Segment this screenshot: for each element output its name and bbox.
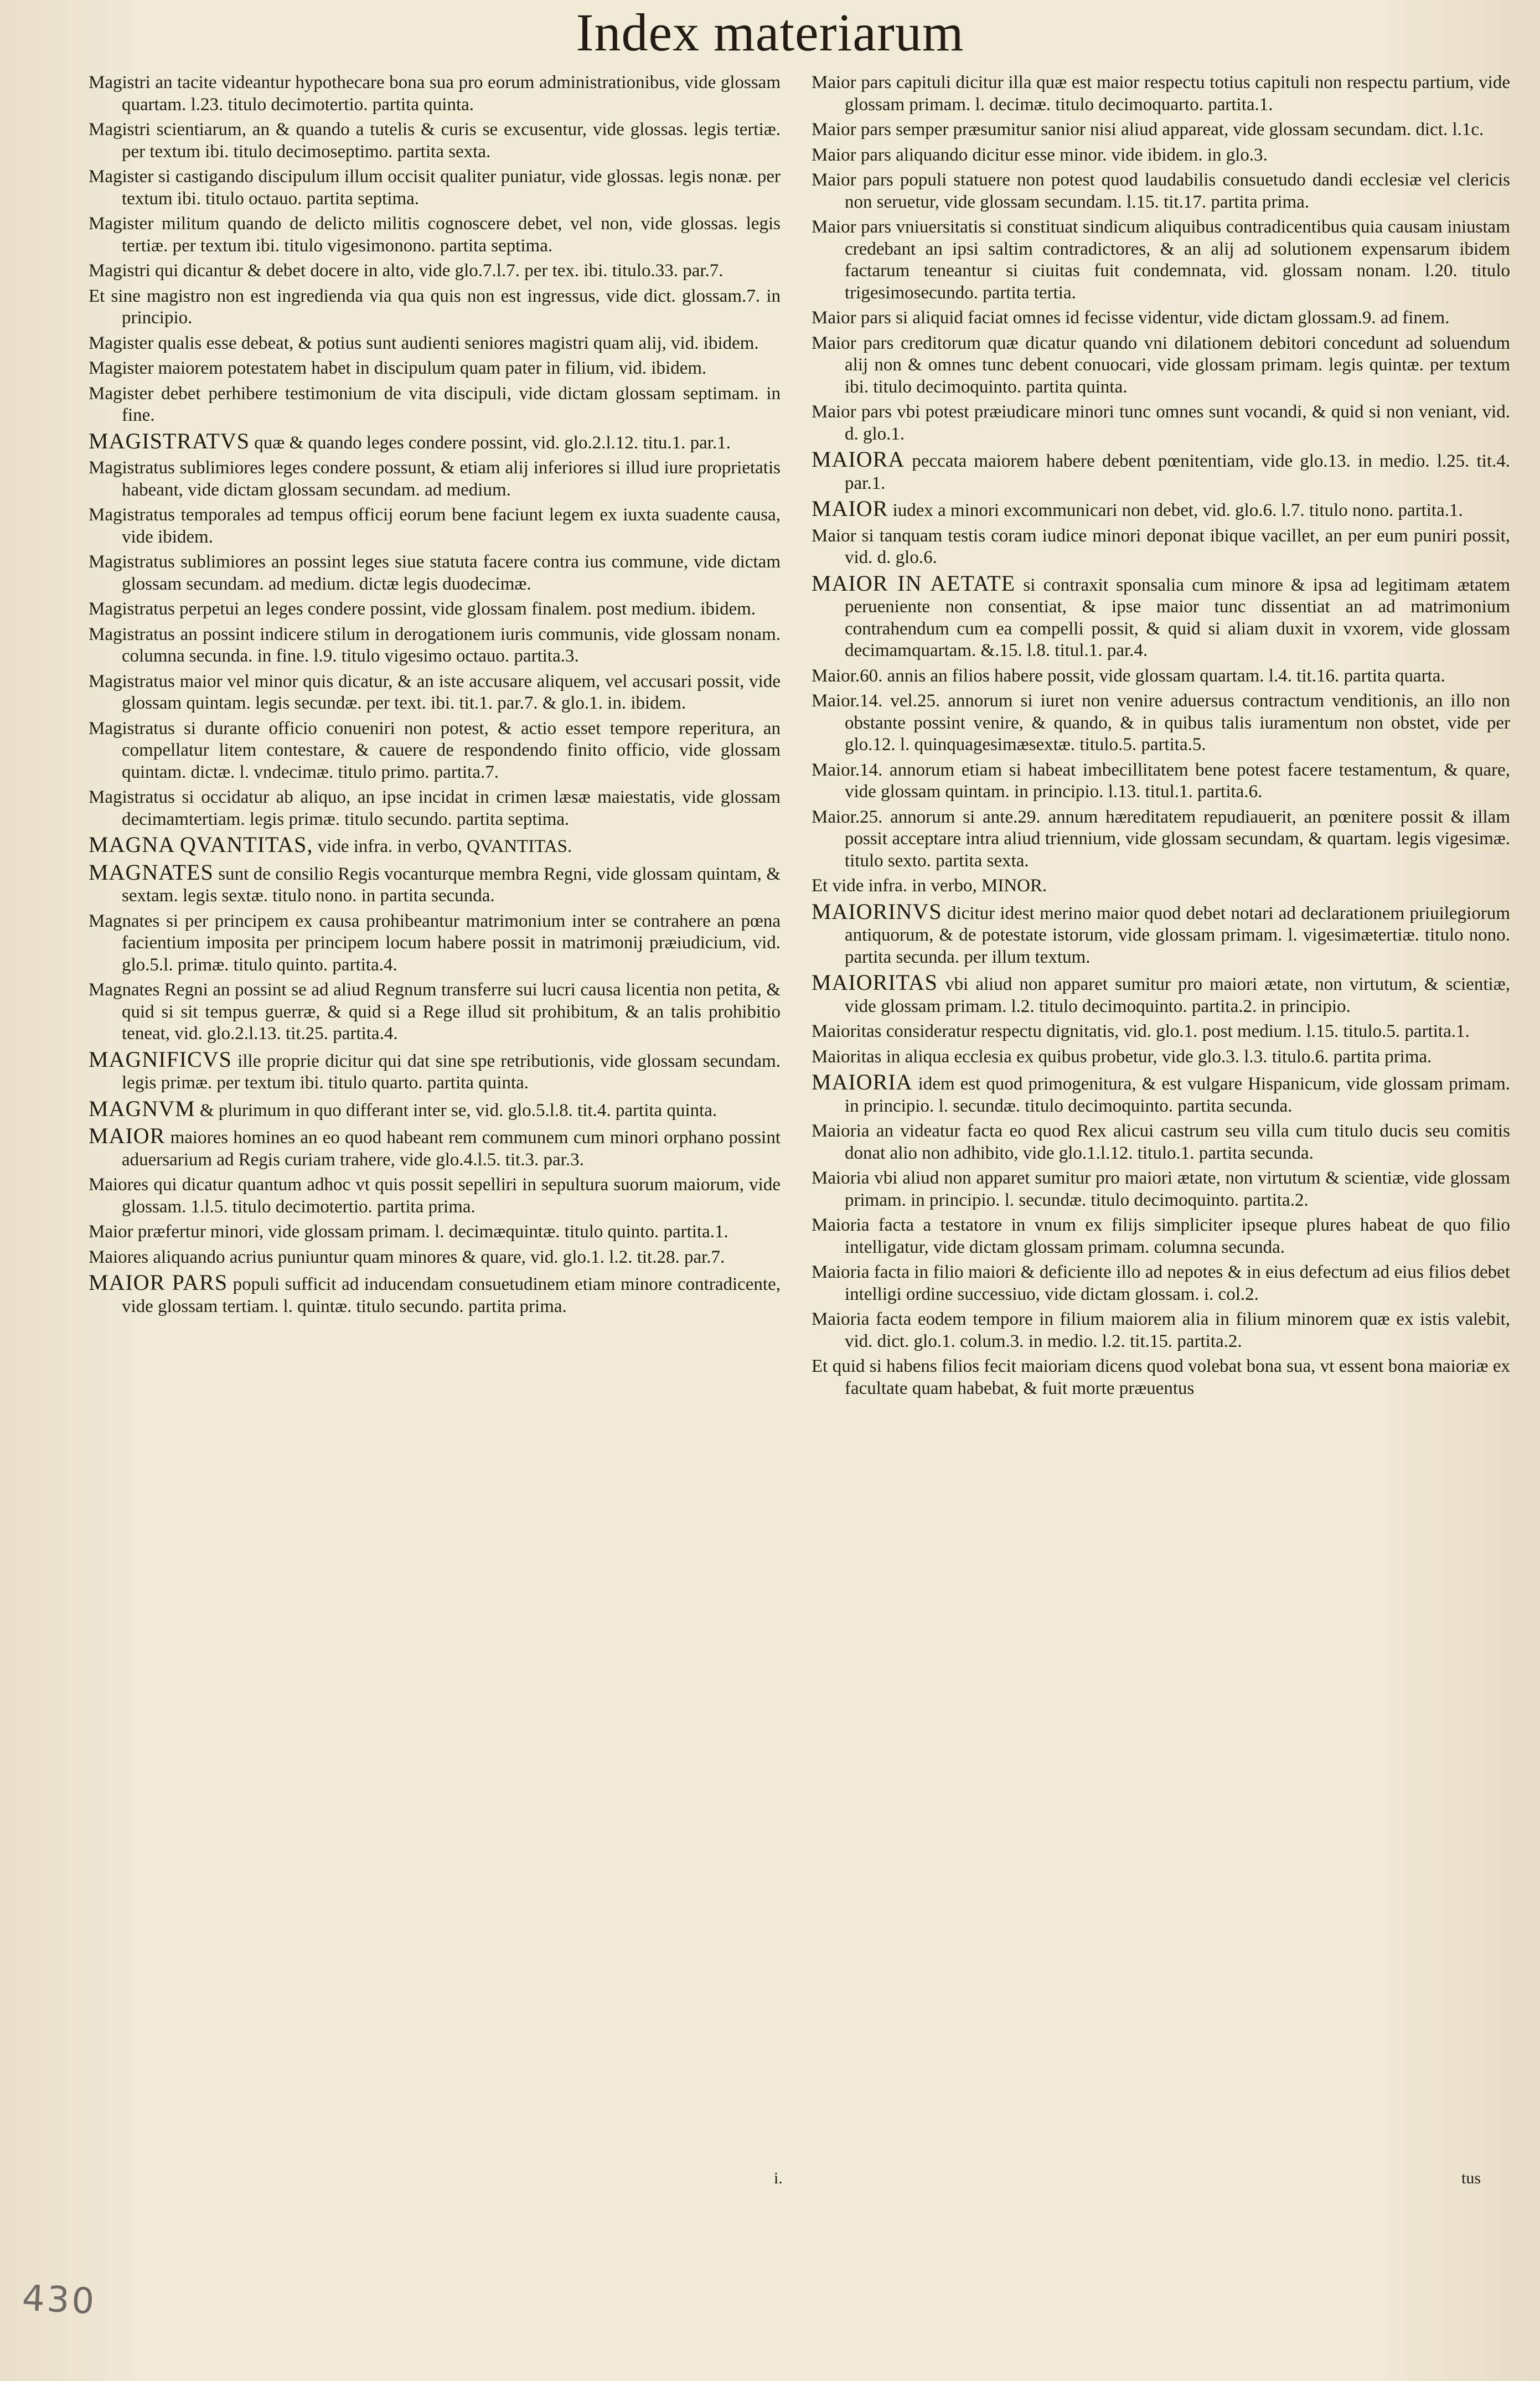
entry-text: Et quid si habens filios fecit maioriam dicens quod volebat bona sua, vt essent bona maioriæ ex facultate quam habebat, & fuit morte præuentus	[812, 1356, 1510, 1398]
index-entry	[812, 401, 1510, 445]
index-entry	[812, 144, 1510, 167]
index-entry	[89, 1221, 781, 1243]
index-entry	[89, 383, 781, 427]
entry-text: Maior.14. vel.25. annorum si iuret non venire aduersus contractum venditionis, an illo non obstante possint venire, & quando, & in quibus talis iuramentum non obstet, vide per glo.12. l. quinquagesimæsextæ. titulo.5. partita.5.	[812, 691, 1510, 755]
entry-text: Magistratus an possint indicere stilum in derogationem iuris communis, vide glossam nonam. columna secunda. in fine. l.9. titulo vigesimo octauo. partita.3.	[89, 624, 781, 666]
index-entry	[89, 72, 781, 116]
right-column	[812, 72, 1510, 1403]
index-entry	[89, 1046, 781, 1094]
entry-text: Maioria an videatur facta eo quod Rex alicui castrum seu villa cum titulo ducis seu comitis donat alio non adhibito, vide glo.1.l.12. titulo.1. partita secunda.	[812, 1121, 1510, 1163]
index-entry	[89, 430, 781, 454]
entry-text: Magnates si per principem ex causa prohibeantur matrimonium inter se contrahere an pœna facientium imposita per principem locum habere possit in matrimonij præiudicium, vid. glo.5.l. primæ. titulo quinto. partita.4.	[89, 911, 781, 975]
index-entry	[89, 166, 781, 210]
index-entry	[812, 1309, 1510, 1352]
entry-text: Maioria vbi aliud non apparet sumitur pro maiori ætate, non virtutum & scientiæ, vide glossam primam. in principio. l. secundæ. titulo decimoquinto. partita.2.	[812, 1168, 1510, 1210]
entry-text: Maior pars vniuersitatis si constituat sindicum aliquibus contradicentibus quia causam iniustam credebant an ipsi saltim contradictores, & an alij ad solutionem expensarum ibidem factarum teneantur si ciuitas fuit condemnata, vid. glossam nonam. l.20. titulo trigesimosecundo. partita tertia.	[812, 217, 1510, 303]
entry-text: Maior pars populi statuere non potest quod laudabilis consuetudo dandi ecclesiæ vel clericis non seruetur, vide glossam secundam. l.15. tit.17. partita prima.	[812, 170, 1510, 212]
index-entry	[812, 1021, 1510, 1043]
index-entry	[812, 875, 1510, 897]
entry-text: Et vide infra. in verbo, MINOR.	[812, 876, 1047, 896]
index-entry	[812, 898, 1510, 969]
entry-text: Maior pars capituli dicitur illa quæ est maior respectu totius capituli non respectu partium, vide glossam primam. l. decimæ. titulo decimoquarto. partita.1.	[812, 73, 1510, 115]
index-entry	[89, 624, 781, 668]
entry-text: vbi aliud non apparet sumitur pro maiori ætate, non virtutum, & scientiæ, vide glossam primam. l.2. titulo decimoquinto. partita.2. in principio.	[845, 974, 1510, 1016]
entry-text: Maior si tanquam testis coram iudice minori deponat ibique vacillet, an per eum puniri possit, vid. d. glo.6.	[812, 525, 1510, 567]
entry-text: Maior pars si aliquid faciat omnes id fecisse videntur, vide dictam glossam.9. ad finem.	[812, 308, 1450, 328]
entry-headword: MAGNATES	[89, 859, 214, 885]
index-entry	[812, 807, 1510, 872]
entry-text: Magister militum quando de delicto militis cognoscere debet, vel non, vide glossas. legis tertiæ. per textum ibi. titulo vigesimonono. partita septima.	[89, 214, 781, 256]
index-entry	[812, 1262, 1510, 1305]
entry-text: iudex a minori excommunicari non debet, vid. glo.6. l.7. titulo nono. partita.1.	[892, 500, 1463, 520]
entry-text: idem est quod primogenitura, & est vulgare Hispanicum, vide glossam primam. in principio. l. secundæ. titulo decimoquinto. partita secunda.	[845, 1074, 1511, 1116]
entry-text: Magister debet perhibere testimonium de vita discipuli, vide dictam glossam septimam. in fine.	[89, 383, 781, 425]
index-entry	[812, 1071, 1510, 1117]
entry-headword: MAIORITAS	[812, 970, 938, 995]
entry-text: Magistratus si durante officio conueniri non potest, & actio esset tempore reperitura, an compellatur litem contestare, & cauere de respondendo finito officio, vide glossam quintam. dictæ. l. vndecimæ. titulo primo. partita.7.	[89, 718, 781, 782]
index-entry	[89, 358, 781, 380]
entry-text: Maior præfertur minori, vide glossam primam. l. decimæquintæ. titulo quinto. partita.1.	[89, 1222, 728, 1242]
entry-text: Maioria facta in filio maiori & deficiente illo ad nepotes & in eius defectum ad eius filios debet intelligi ordine successiuo, vide dictam glossam. i. col.2.	[812, 1262, 1510, 1304]
index-entry	[812, 498, 1510, 522]
signature-mark: i.	[774, 2169, 783, 2187]
entry-headword: MAIORA	[812, 447, 905, 472]
index-entry	[89, 551, 781, 595]
entry-text: populi sufficit ad inducendam consuetudinem etiam minore contradicente, vide glossam tertiam. l. quintæ. titulo secundo. partita prima.	[122, 1274, 781, 1316]
entry-text: Maiores aliquando acrius puniuntur quam minores & quare, vid. glo.1. l.2. tit.28. par.7.	[89, 1247, 725, 1267]
entry-text: Maior pars vbi potest præiudicare minori tunc omnes sunt vocandi, & quid si non veniant, vid. d. glo.1.	[812, 402, 1510, 444]
entry-text: Maioritas in aliqua ecclesia ex quibus probetur, vide glo.3. l.3. titulo.6. partita prima.	[812, 1046, 1432, 1067]
index-entry	[812, 72, 1510, 116]
entry-text: Maiores qui dicatur quantum adhoc vt quis possit sepelliri in sepultura suorum maiorum, vide glossam. 1.l.5. titulo decimotertio. partita prima.	[89, 1175, 781, 1217]
index-entry	[89, 213, 781, 257]
entry-text: dicitur idest merino maior quod debet notari ad declarationem priuilegiorum antiquorum, & de potestate istorum, vide glossam primam. l. vigesimætertiæ. titulo nono. partita secunda. per illum textum.	[845, 903, 1510, 967]
entry-text: Maior.14. annorum etiam si habeat imbecillitatem bene potest facere testamentum, & quare, vide glossam quintam. in principio. l.13. titul.1. partita.6.	[812, 760, 1510, 802]
index-entry	[89, 787, 781, 830]
pencil-page-number: 430	[21, 2277, 98, 2323]
index-entry	[89, 979, 781, 1045]
index-entry	[812, 448, 1510, 494]
entry-text: sunt de consilio Regis vocanturque membra Regni, vide glossam quintam, & sextam. legis sextæ. titulo nono. in partita secunda.	[122, 864, 781, 906]
entry-headword: MAGNIFICVS	[89, 1046, 232, 1072]
index-entry	[812, 307, 1510, 329]
entry-headword: MAGISTRATVS	[89, 428, 250, 453]
entry-text: Magnates Regni an possint se ad aliud Regnum transferre sui lucri causa licentia non petita, & quid si sit tempus guerræ, & quid si a Rege illud sit prohibitum, & an talis prohibitio teneat, vid. glo.2.l.13. tit.25. partita.4.	[89, 980, 781, 1044]
index-entry	[812, 169, 1510, 213]
entry-headword: MAIORIA	[812, 1070, 913, 1094]
entry-text: Magister si castigando discipulum illum occisit qualiter puniatur, vide glossas. legis nonæ. per textum ibi. titulo octauo. partita septima.	[89, 167, 781, 209]
index-entry	[89, 333, 781, 355]
entry-text: Magistratus sublimiores leges condere possunt, & etiam alij inferiores si illud iure proprietatis habeant, vide dictam glossam secundam. ad medium.	[89, 458, 781, 500]
entry-text: Magistri scientiarum, an & quando a tutelis & curis se excusentur, vide glossas. legis tertiæ. per textum ibi. titulo decimoseptimo. partita sexta.	[89, 120, 781, 162]
index-entry	[812, 690, 1510, 756]
index-entry	[89, 286, 781, 329]
entry-text: peccata maiorem habere debent pœnitentiam, vide glo.13. in medio. l.25. tit.4. par.1.	[845, 451, 1511, 493]
entry-text: Maior.25. annorum si ante.29. annum hæreditatem repudiauerit, an pœnitere possit & illam possit acceptare intra aliud triennium, vide glossam secundam, & quartam. legis vigesimæ. titulo sexto. partita sexta.	[812, 807, 1510, 871]
index-entry	[812, 1356, 1510, 1399]
index-entry	[89, 671, 781, 715]
entry-text: ille proprie dicitur qui dat sine spe retributionis, vide glossam secundam. legis primæ. per textum ibi. titulo quarto. partita quinta.	[122, 1051, 781, 1093]
entry-text: Et sine magistro non est ingredienda via qua quis non est ingressus, vide dict. glossam.7. in principio.	[89, 286, 781, 328]
index-entry	[812, 1120, 1510, 1164]
entry-text: Magistratus si occidatur ab aliquo, an ipse incidat in crimen læsæ maiestatis, vide glossam decimamtertiam. legis primæ. titulo secundo. partita septima.	[89, 787, 781, 829]
entry-text: Maior.60. annis an filios habere possit, vide glossam quartam. l.4. tit.16. partita quarta.	[812, 665, 1445, 686]
catchword: tus	[1461, 2169, 1481, 2187]
index-entry	[89, 834, 781, 858]
entry-headword: MAGNVM	[89, 1096, 195, 1121]
index-entry	[89, 1272, 781, 1318]
entry-text: Maior pars creditorum quæ dicatur quando vni dilationem debitori concedunt ad soluendum alij non & omnes tunc debent conuocari, vide glossam primam. legis quintæ. per textum ibi. titulo decimoquinto. partita quinta.	[812, 333, 1510, 397]
entry-text: Maior pars semper præsumitur sanior nisi aliud appareat, vide glossam secundam. dict. l.1c.	[812, 120, 1484, 140]
index-entry	[89, 718, 781, 784]
entry-text: Magister qualis esse debeat, & potius sunt audienti seniores magistri quam alij, vid. ibidem.	[89, 333, 759, 353]
entry-text: vide infra. in verbo, QVANTITAS.	[317, 836, 572, 856]
entry-text: quæ & quando leges condere possint, vid. glo.2.l.12. titu.1. par.1.	[254, 432, 731, 453]
entry-headword: MAIORINVS	[812, 898, 942, 924]
entry-text: Magistratus sublimiores an possint leges siue statuta facere contra ius commune, vide dictam glossam secundam. ad medium. dictæ legis duodecimæ.	[89, 552, 781, 594]
entry-text: Magistri an tacite videantur hypothecare bona sua pro eorum administrationibus, vide glossam quartam. l.23. titulo decimotertio. partita quinta.	[89, 73, 781, 115]
index-entry	[812, 1046, 1510, 1068]
index-entry	[812, 525, 1510, 569]
index-entry	[89, 1125, 781, 1171]
entry-headword: MAIOR	[89, 1123, 166, 1148]
entry-text: Magistratus maior vel minor quis dicatur, & an iste accusare aliquem, vel accusari possit, vide glossam quintam. legis secundæ. per text. ibi. tit.1. par.7. & glo.1. in. ibidem.	[89, 671, 781, 713]
index-entry	[89, 598, 781, 621]
entry-text: Maioria facta eodem tempore in filium maiorem alia in filium minorem quæ ex istis valebit, vid. dict. glo.1. colum.3. in medio. l.2. tit.15. partita.2.	[812, 1309, 1510, 1351]
entry-text: Magistratus perpetui an leges condere possint, vide glossam finalem. post medium. ibidem.	[89, 599, 756, 619]
entry-text: Magistratus temporales ad tempus officij eorum bene faciunt legem ex iuxta suadente causa, vide ibidem.	[89, 505, 781, 547]
entry-text: si contraxit sponsalia cum minore & ipsa ad legitimam ætatem perueniente non consentiat, & ipse maior tunc dissentiat an ad matrimonium contrahendum cum ea compelli possit, & quid si aliam duxit in vxorem, vide glossam decimamquartam. &.15. l.8. titul.1. par.4.	[845, 575, 1510, 660]
entry-headword: MAIOR IN AETATE	[812, 570, 1016, 596]
index-entry	[89, 1098, 781, 1122]
entry-text: Magister maiorem potestatem habet in discipulum quam pater in filium, vid. ibidem.	[89, 358, 707, 378]
index-entry	[89, 119, 781, 163]
index-entry	[89, 457, 781, 501]
entry-headword: MAGNA QVANTITAS,	[89, 832, 313, 857]
index-entry	[812, 972, 1510, 1018]
page-title: Index materiarum	[576, 3, 964, 62]
index-entry	[89, 260, 781, 282]
index-entry	[89, 911, 781, 977]
entry-headword: MAIOR PARS	[89, 1270, 228, 1295]
index-entry	[812, 572, 1510, 662]
entry-text: Maior pars aliquando dicitur esse minor. vide ibidem. in glo.3.	[812, 144, 1268, 165]
entry-text: Maioritas consideratur respectu dignitatis, vid. glo.1. post medium. l.15. titulo.5. partita.1.	[812, 1021, 1470, 1041]
index-entry	[89, 1174, 781, 1218]
index-entry	[812, 1168, 1510, 1211]
index-entry	[89, 504, 781, 548]
index-entry	[89, 1247, 781, 1269]
entry-text: & plurimum in quo differant inter se, vid. glo.5.l.8. tit.4. partita quinta.	[199, 1100, 717, 1120]
entry-headword: MAIOR	[812, 496, 888, 521]
entry-text: Magistri qui dicantur & debet docere in alto, vide glo.7.l.7. per tex. ibi. titulo.33. par.7.	[89, 261, 724, 281]
index-entry	[812, 760, 1510, 803]
entry-text: Maioria facta a testatore in vnum ex filijs simpliciter ipseque plures habeat de quo filio intelligatur, vide dictam glossam primam. columna secunda.	[812, 1215, 1510, 1257]
index-entry	[812, 1215, 1510, 1258]
entry-text: maiores homines an eo quod habeant rem communem cum minori orphano possint aduersarium ad Regis curiam trahere, vide glo.4.l.5. tit.3. par.3.	[122, 1128, 781, 1170]
index-entry	[812, 119, 1510, 141]
index-entry	[89, 861, 781, 907]
index-entry	[812, 216, 1510, 304]
index-entry	[812, 665, 1510, 688]
index-entry	[812, 333, 1510, 399]
left-column	[89, 72, 781, 1321]
